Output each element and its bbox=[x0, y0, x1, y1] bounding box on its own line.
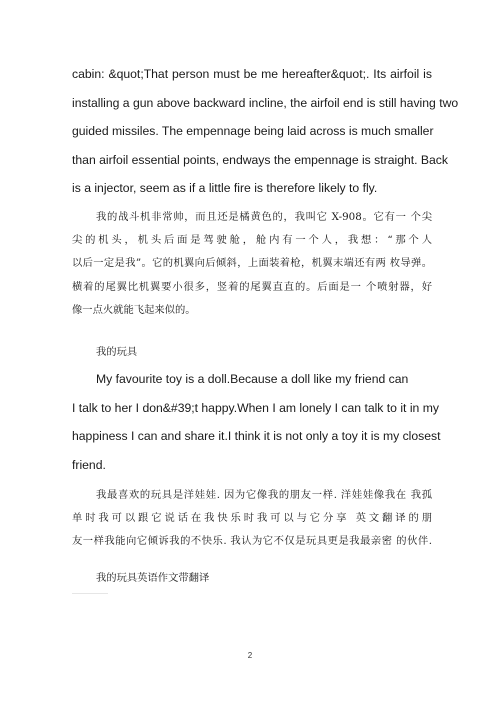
text-line: 友一样我能向它倾诉我的不快乐. 我认为它不仅是玩具更是我最亲密 的伙伴. bbox=[72, 535, 432, 548]
paragraph-english-fighter bbox=[72, 60, 459, 203]
text-line: cabin: &quot;That person must be me hereafter&quot;. Its airfoil is bbox=[72, 67, 432, 81]
footer-title: 我的玩具英语作文带翻译 bbox=[96, 572, 210, 584]
text-line: guided missiles. The empennage being laid across is much smaller bbox=[72, 124, 434, 139]
section-title: 我的玩具 bbox=[96, 346, 138, 358]
text-line: I talk to her I don&#39;t happy.When I am lonely I can talk to it in my bbox=[72, 400, 439, 415]
text-line: 我的战斗机非常帅，而且还是橘黄色的，我叫它 X-908。它有一 个尖 bbox=[96, 211, 432, 223]
text-line: is a injector, seem as if a little fire is therefore likely to fly. bbox=[72, 181, 378, 196]
text-line: 以后一定是我”。它的机翼向后倾斜，上面装着枪，机翼末端还有两 枚导弹。 bbox=[72, 257, 432, 270]
paragraph-english-toy bbox=[72, 365, 441, 479]
paragraph-chinese-toy bbox=[72, 484, 432, 554]
page-number: 2 bbox=[247, 651, 253, 660]
divider bbox=[72, 593, 108, 594]
text-line: 尖的机头，机头后面是驾驶舱，舱内有一个人，我想：“那个人 bbox=[72, 234, 432, 247]
text-line: 单时我可以跟它说话在我快乐时我可以与它分享 英文翻译的朋 bbox=[72, 512, 432, 525]
text-line: than airfoil essential points, endways the empennage is straight. Back bbox=[72, 152, 448, 167]
text-line: happiness I can and share it.I think it is not only a toy it is my closest bbox=[72, 429, 441, 444]
text-line: installing a gun above backward incline, the airfoil end is still having two bbox=[72, 95, 459, 110]
paragraph-chinese-fighter bbox=[72, 206, 432, 322]
text-line: friend. bbox=[72, 457, 106, 472]
text-line: 我最喜欢的玩具是洋娃娃. 因为它像我的朋友一样. 洋娃娃像我在 我孤 bbox=[96, 489, 432, 501]
text-line: My favourite toy is a doll.Because a doll like my friend can bbox=[96, 372, 409, 386]
text-line: 横着的尾翼比机翼要小很多，竖着的尾翼直直的。后面是一 个喷射器，好 bbox=[72, 280, 432, 293]
text-line: 像一点火就能飞起来似的。 bbox=[72, 303, 196, 316]
